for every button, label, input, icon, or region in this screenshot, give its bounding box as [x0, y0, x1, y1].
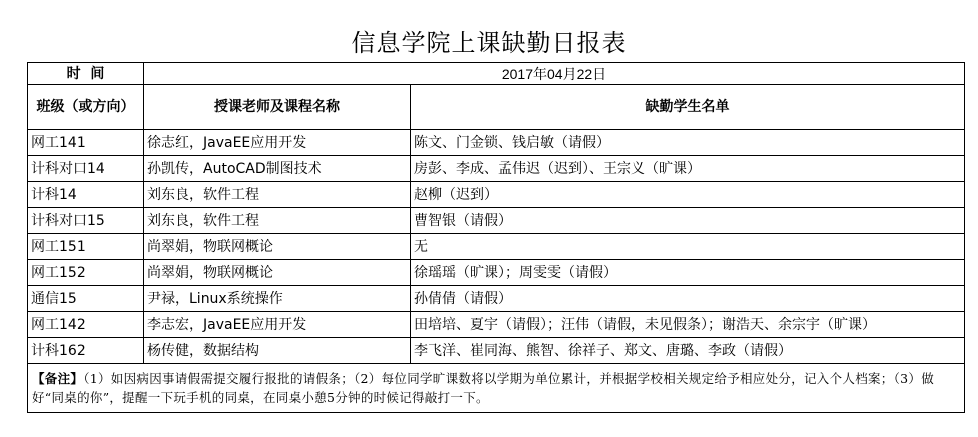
teacher-course-cell: 尚翠娟，物联网概论 [144, 234, 411, 260]
table-row [28, 182, 965, 208]
teacher-course-column-header: 授课老师及课程名称 [144, 85, 411, 130]
teacher-course-cell: 徐志红，JavaEE应用开发 [144, 130, 411, 156]
teacher-course-cell: 刘东良，软件工程 [144, 208, 411, 234]
class-column-header: 班级（或方向） [28, 85, 144, 130]
absent-students-cell: 房彭、李成、孟伟迟（迟到）、王宗义（旷课） [411, 156, 965, 182]
report-date: 2017年04月22日 [144, 63, 965, 85]
absent-students-cell: 田培培、夏宇（请假）；汪伟（请假，未见假条）；谢浩天、余宗宇（旷课） [411, 312, 965, 338]
teacher-course-cell: 尹禄，Linux系统操作 [144, 286, 411, 312]
class-cell: 网工141 [28, 130, 144, 156]
table-row [28, 208, 965, 234]
time-label: 时 间 [28, 63, 144, 85]
teacher-course-cell: 刘东良，软件工程 [144, 182, 411, 208]
time-row [28, 63, 965, 85]
column-header-row [28, 85, 965, 130]
class-cell: 计科14 [28, 182, 144, 208]
note-row [28, 364, 965, 413]
class-cell: 通信15 [28, 286, 144, 312]
class-cell: 计科对口14 [28, 156, 144, 182]
note-text: （1）如因病因事请假需提交履行报批的请假条；（2）每位同学旷课数将以学期为单位累计，并根据学校相关规定给予相应处分，记入个人档案；（3）做好“同桌的你”，提醒一下玩手机的同桌，在同桌小憩5分钟的时候记得敲打一下。 [32, 371, 935, 405]
table-row [28, 338, 965, 364]
class-cell: 计科162 [28, 338, 144, 364]
note-label: 【备注】 [32, 371, 84, 386]
table-row [28, 156, 965, 182]
table-row [28, 260, 965, 286]
teacher-course-cell: 尚翠娟，物联网概论 [144, 260, 411, 286]
table-row [28, 130, 965, 156]
absent-students-cell: 陈文、门金锁、钱启敏（请假） [411, 130, 965, 156]
absent-students-cell: 孙倩倩（请假） [411, 286, 965, 312]
table-row [28, 234, 965, 260]
absent-students-cell: 赵柳（迟到） [411, 182, 965, 208]
absent-students-cell: 徐瑶瑶（旷课）；周雯雯（请假） [411, 260, 965, 286]
class-cell: 计科对口15 [28, 208, 144, 234]
absent-students-column-header: 缺勤学生名单 [411, 85, 965, 130]
teacher-course-cell: 李志宏，JavaEE应用开发 [144, 312, 411, 338]
absence-table [27, 62, 965, 413]
teacher-course-cell: 孙凯传，AutoCAD制图技术 [144, 156, 411, 182]
teacher-course-cell: 杨传健，数据结构 [144, 338, 411, 364]
note-cell [28, 364, 965, 413]
report-title: 信息学院上课缺勤日报表 [351, 29, 627, 57]
absent-students-cell: 曹智银（请假） [411, 208, 965, 234]
absent-students-cell: 无 [411, 234, 965, 260]
class-cell: 网工151 [28, 234, 144, 260]
table-row [28, 286, 965, 312]
absent-students-cell: 李飞洋、崔同海、熊智、徐祥子、郑文、唐璐、李政（请假） [411, 338, 965, 364]
table-row [28, 312, 965, 338]
class-cell: 网工142 [28, 312, 144, 338]
class-cell: 网工152 [28, 260, 144, 286]
